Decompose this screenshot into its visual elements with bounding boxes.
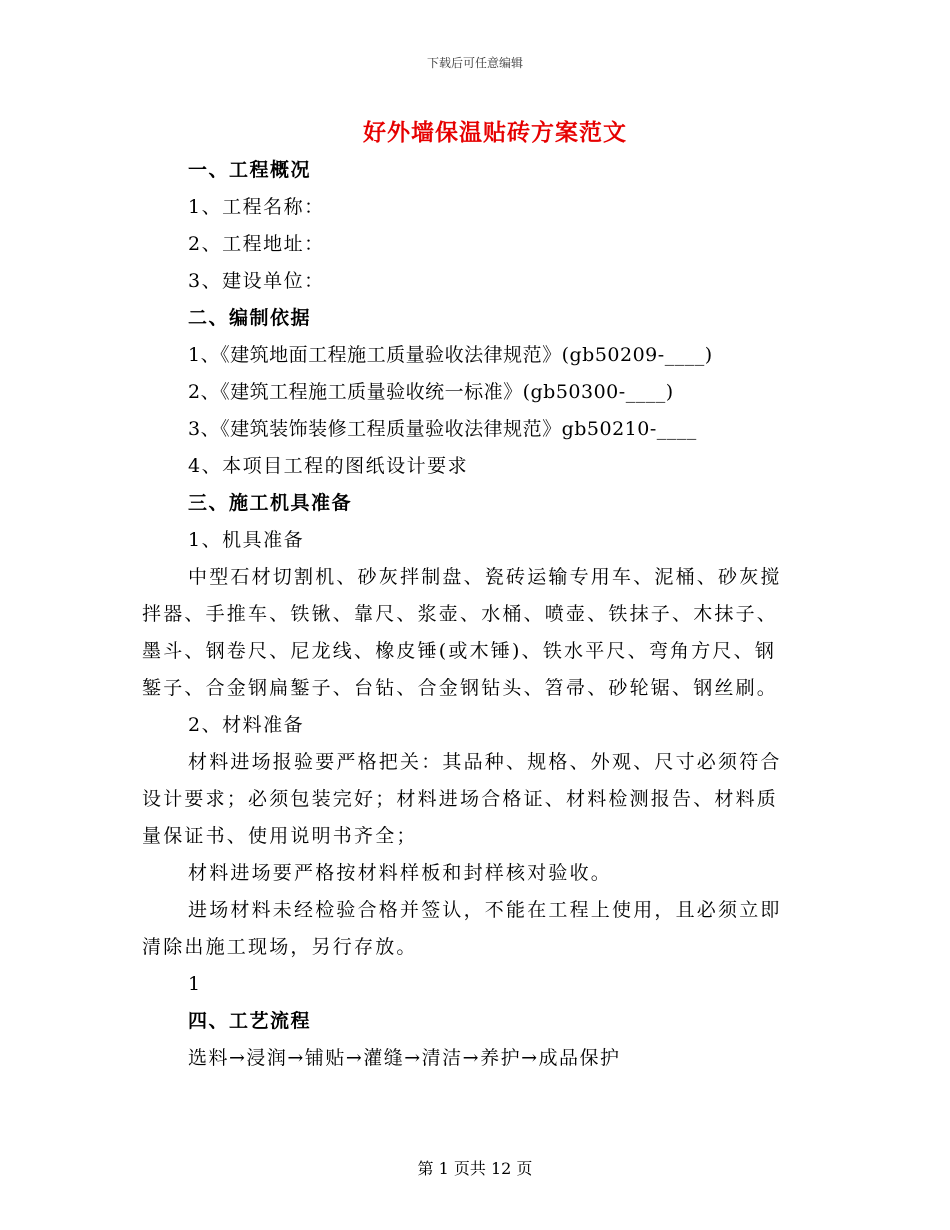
paragraph-line: 设计要求；必须包装完好；材料进场合格证、材料检测报告、材料质	[142, 788, 779, 810]
list-item: 1、《建筑地面工程施工质量验收法律规范》(gb50209-____)	[188, 344, 713, 366]
section-heading-tools: 三、施工机具准备	[188, 492, 353, 514]
list-item: 3、建设单位：	[188, 270, 325, 292]
list-item: 4、本项目工程的图纸设计要求	[188, 455, 469, 477]
document-title: 好外墙保温贴砖方案范文	[363, 119, 627, 146]
paragraph-line: 量保证书、使用说明书齐全；	[142, 825, 418, 847]
section-heading-process: 四、工艺流程	[188, 1010, 312, 1032]
list-item: 1、工程名称：	[188, 196, 325, 218]
header-note: 下载后可任意编辑	[426, 56, 523, 70]
list-item: 3、《建筑装饰装修工程质量验收法律规范》gb50210-____	[188, 418, 697, 440]
section-heading-overview: 一、工程概况	[188, 159, 312, 181]
paragraph-line: 进场材料未经检验合格并签认，不能在工程上使用，且必须立即	[188, 899, 782, 921]
subheading-tools: 1、机具准备	[188, 529, 305, 551]
process-flow: 选料→浸润→铺贴→灌缝→清洁→养护→成品保护	[188, 1047, 621, 1069]
paragraph-line: 材料进场报验要严格把关：其品种、规格、外观、尺寸必须符合	[188, 751, 782, 773]
paragraph-line: 墨斗、钢卷尺、尼龙线、橡皮锤(或木锤)、铁水平尺、弯角方尺、钢	[142, 640, 777, 662]
paragraph-line: 清除出施工现场，另行存放。	[142, 936, 418, 958]
list-item: 2、工程地址：	[188, 233, 325, 255]
page-footer: 第 1 页共 12 页	[417, 1159, 533, 1178]
paragraph-line: 錾子、合金钢扁錾子、台钻、合金钢钻头、笤帚、砂轮锯、钢丝刷。	[142, 677, 779, 699]
list-item: 2、《建筑工程施工质量验收统一标准》(gb50300-____)	[188, 381, 674, 403]
paragraph-line: 材料进场要严格按材料样板和封样核对验收。	[188, 862, 613, 884]
section-heading-basis: 二、编制依据	[188, 307, 312, 329]
stray-number: 1	[188, 973, 202, 995]
subheading-materials: 2、材料准备	[188, 714, 305, 736]
paragraph-line: 拌器、手推车、铁锹、靠尺、浆壶、水桶、喷壶、铁抹子、木抹子、	[142, 603, 779, 625]
paragraph-line: 中型石材切割机、砂灰拌制盘、瓷砖运输专用车、泥桶、砂灰搅	[188, 566, 782, 588]
